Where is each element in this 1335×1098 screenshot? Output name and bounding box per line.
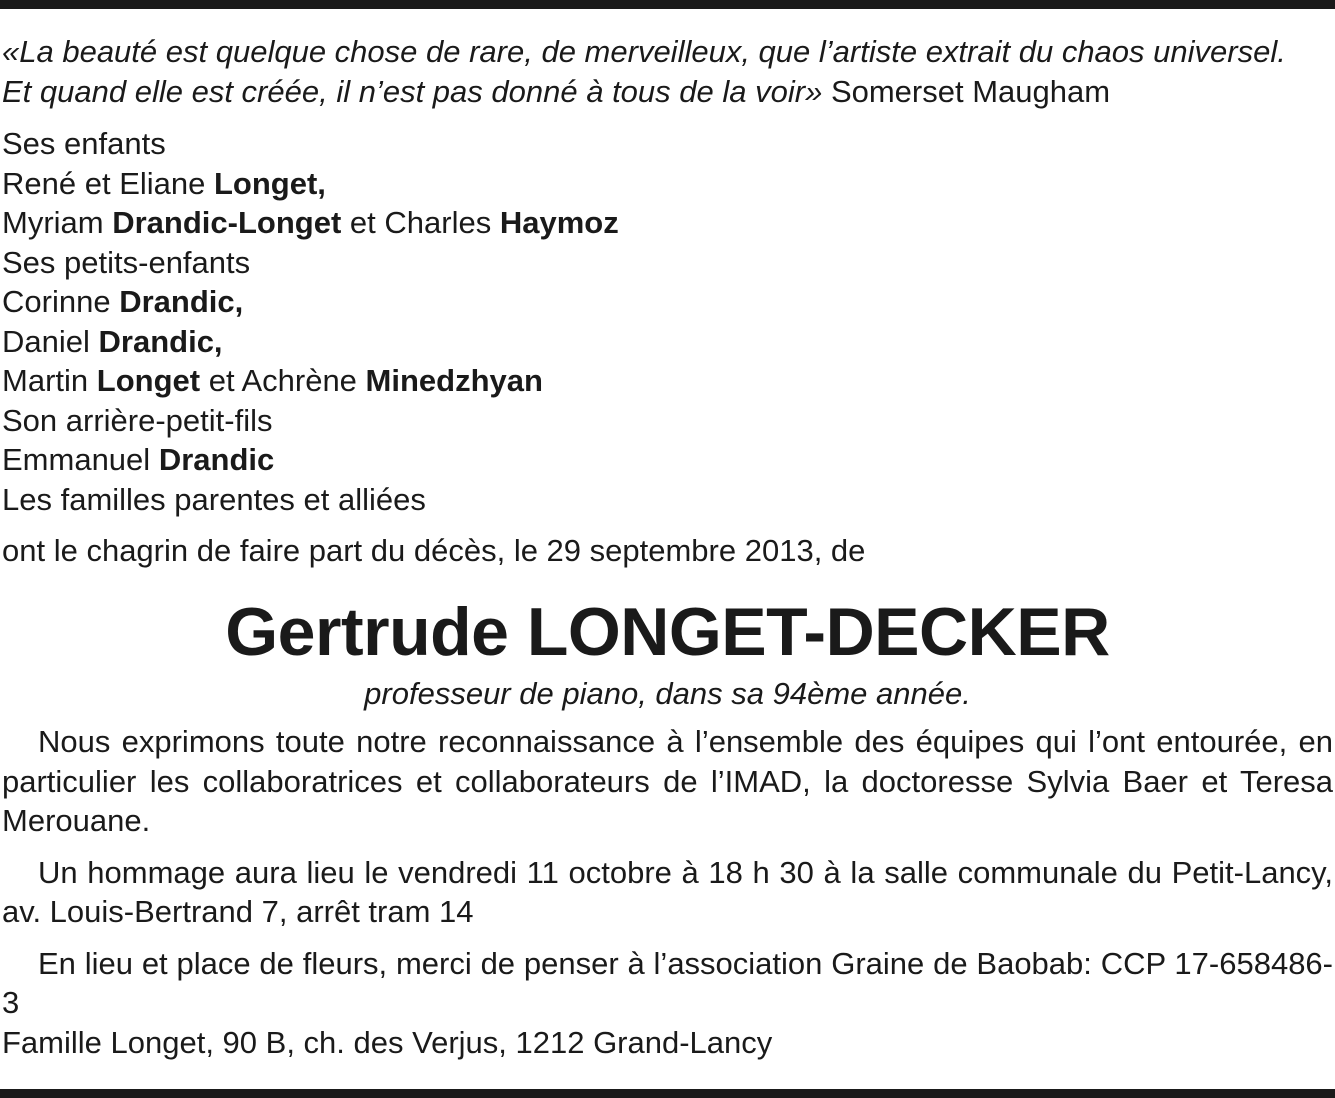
quote-line-1: «La beauté est quelque chose de rare, de merveilleux, que l’artiste extrait du chaos universel. bbox=[2, 34, 1286, 69]
family-address: Famille Longet, 90 B, ch. des Verjus, 1212 Grand-Lancy bbox=[2, 1024, 773, 1060]
member-last-name: Drandic bbox=[158, 442, 275, 477]
member-first-name: Daniel bbox=[2, 323, 90, 359]
member-last-name: Drandic, bbox=[98, 323, 223, 359]
quote-author: Somerset Maugham bbox=[830, 73, 1111, 109]
member-partner-last-name: Minedzhyan bbox=[365, 363, 543, 398]
family-member bbox=[2, 164, 1333, 204]
death-announcement: ont le chagrin de faire part du décès, le 29 septembre 2013, de bbox=[2, 533, 866, 568]
member-last-name: Drandic, bbox=[119, 284, 244, 319]
member-partner-last-name: Haymoz bbox=[499, 205, 619, 240]
member-last-name: Drandic-Longet bbox=[112, 205, 342, 240]
family-member bbox=[2, 361, 1333, 401]
flowers-paragraph: En lieu et place de fleurs, merci de penser à l’association Graine de Baobab: CCP 17-658486-3 bbox=[2, 945, 1333, 1020]
thanks-paragraph: Nous exprimons toute notre reconnaissance à l’ensemble des équipes qui l’ont entourée, en particulier les collaboratrices et collaborateurs de l’IMAD, la doctoresse Sylvia Baer et Teresa Merouane. bbox=[2, 724, 1333, 838]
member-partner-first-name: et Charles bbox=[349, 205, 492, 240]
relatives-line: Les familles parentes et alliées bbox=[2, 481, 426, 517]
family-list bbox=[2, 124, 1333, 519]
member-first-name: Myriam bbox=[2, 205, 104, 240]
children-heading: Ses enfants bbox=[2, 126, 166, 161]
deceased-description: professeur de piano, dans sa 94ème année. bbox=[364, 675, 971, 711]
member-first-name: René et Eliane bbox=[2, 165, 206, 201]
bottom-border-rule bbox=[0, 1089, 1335, 1098]
family-member bbox=[2, 203, 1333, 243]
quote-line-2: Et quand elle est créée, il n’est pas donné à tous de la voir» bbox=[2, 73, 823, 109]
member-first-name: Corinne bbox=[2, 284, 111, 319]
member-last-name: Longet, bbox=[214, 165, 326, 201]
tribute-paragraph: Un hommage aura lieu le vendredi 11 octobre à 18 h 30 à la salle communale du Petit-Lancy, av. Louis-Bertrand 7, arrêt tram 14 bbox=[2, 854, 1333, 929]
member-last-name: Longet bbox=[96, 363, 201, 398]
member-first-name: Martin bbox=[2, 363, 89, 398]
epigraph-quote bbox=[2, 32, 1333, 111]
obituary-notice bbox=[2, 32, 1333, 1062]
family-member bbox=[2, 440, 1333, 480]
deceased-name: Gertrude LONGET-DECKER bbox=[225, 593, 1110, 670]
family-member bbox=[2, 282, 1333, 322]
member-first-name: Emmanuel bbox=[2, 442, 151, 477]
top-border-rule bbox=[0, 0, 1335, 9]
member-partner-first-name: et Achrène bbox=[208, 363, 357, 398]
family-member bbox=[2, 322, 1333, 362]
grandchildren-heading: Ses petits-enfants bbox=[2, 244, 251, 280]
great-grandchild-heading: Son arrière-petit-fils bbox=[2, 402, 273, 438]
